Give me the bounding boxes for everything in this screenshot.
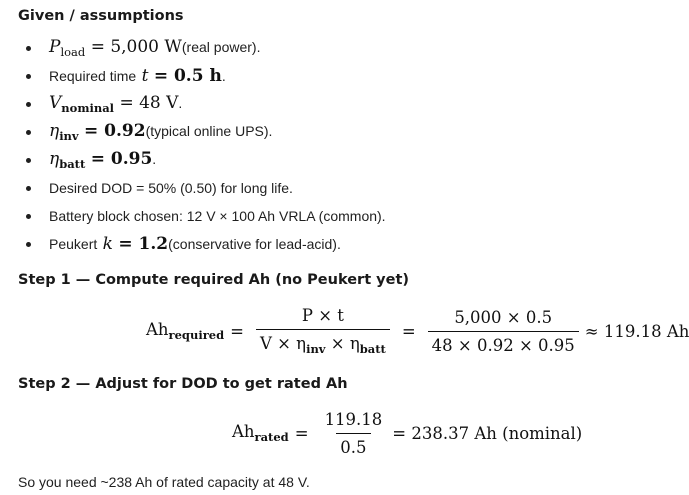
item-prefix: Required time xyxy=(49,68,137,84)
math-subscript: nominal xyxy=(61,101,115,115)
item-text: Desired DOD = 50% (0.50) for long life. xyxy=(49,180,293,196)
bullet-icon xyxy=(26,102,31,107)
fraction-numeric xyxy=(428,308,579,355)
math-value: = 5,000 W xyxy=(90,37,182,57)
equals-sign: = xyxy=(294,423,309,443)
item-note: . xyxy=(221,68,226,84)
fraction-numerator: P × t xyxy=(301,306,344,325)
fraction-numerator: 5,000 × 0.5 xyxy=(454,307,553,327)
fraction-symbolic xyxy=(256,306,390,356)
bullet-icon xyxy=(26,46,31,51)
math-value: = 1.2 xyxy=(118,234,169,254)
math-subscript: load xyxy=(60,45,86,59)
step1-equation xyxy=(146,302,689,360)
bullet-icon xyxy=(26,214,31,219)
eq-lhs: $Ah_{rated}$ xyxy=(232,422,289,444)
item-note: (conservative for lead-acid). xyxy=(168,236,341,252)
step1-heading: Step 1 — Compute required Ah (no Peukert yet) xyxy=(18,272,410,288)
math-variable: t xyxy=(141,66,149,86)
math-variable: k xyxy=(102,234,113,254)
eq-result: = 238.37 Ah (nominal) xyxy=(392,423,583,443)
fraction-numerator: 119.18 xyxy=(324,409,383,429)
given-heading: Given / assumptions xyxy=(18,8,184,24)
item-note: (real power). xyxy=(181,39,261,55)
equals-sign: = xyxy=(401,321,416,341)
math-variable: η xyxy=(49,121,60,141)
bullet-icon xyxy=(26,130,31,135)
math-variable: P xyxy=(49,37,61,57)
fraction-denominator: $V \times \eta_{inv} \times \eta_{batt}$ xyxy=(256,329,390,356)
math-value: = 48 V xyxy=(119,93,179,113)
fraction-denominator: 48 × 0.92 × 0.95 xyxy=(428,331,579,355)
fraction xyxy=(321,410,387,457)
fraction-denominator: 0.5 xyxy=(336,433,370,457)
equals-sign: = xyxy=(230,321,244,341)
eq-lhs: $Ah_{required}$ xyxy=(146,320,225,342)
math-value: = 0.92 xyxy=(84,121,146,141)
item-text: Battery block chosen: 12 V × 100 Ah VRLA (common). xyxy=(49,208,386,224)
math-variable: η xyxy=(49,149,60,169)
math-variable: V xyxy=(49,93,62,113)
eq-result: ≈ 119.18 Ah xyxy=(584,321,689,341)
math-subscript: batt xyxy=(59,157,86,171)
item-note: . xyxy=(178,95,183,111)
math-value: = 0.5 h xyxy=(153,66,222,86)
bullet-icon xyxy=(26,242,31,247)
bullet-icon xyxy=(26,186,31,191)
step2-heading: Step 2 — Adjust for DOD to get rated Ah xyxy=(18,376,348,392)
bullet-icon xyxy=(26,158,31,163)
item-note: (typical online UPS). xyxy=(145,123,273,139)
item-note: . xyxy=(152,151,157,167)
math-subscript: inv xyxy=(59,129,79,143)
step2-equation xyxy=(232,404,582,462)
math-value: = 0.95 xyxy=(90,149,153,169)
item-prefix: Peukert xyxy=(49,236,98,252)
bullet-icon xyxy=(26,74,31,79)
summary-text: So you need ~238 Ah of rated capacity at 48 V. xyxy=(18,474,310,490)
